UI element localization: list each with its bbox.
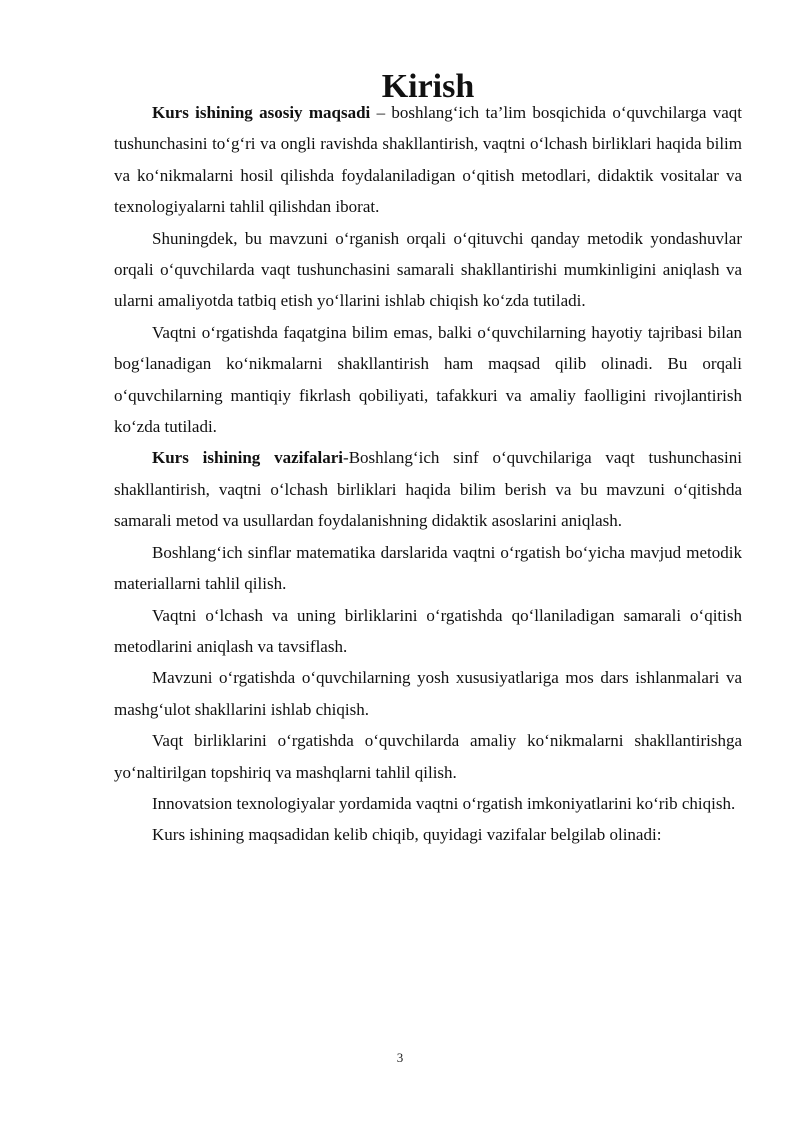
paragraph: [114, 600, 742, 663]
paragraph-text: Mavzuni o‘rgatishda o‘quvchilarning yosh xususiyatlariga mos dars ishlanmalari va mashg‘ulot shakllarini ishlab chiqish.: [114, 668, 742, 719]
paragraph: [114, 223, 742, 317]
paragraph: [114, 819, 742, 850]
section-title: Kirish: [381, 68, 475, 105]
paragraph-text: Vaqt birliklarini o‘rgatishda o‘quvchilarda amaliy ko‘nikmalarni shakllantirishga yo‘naltirilgan topshiriq va mashqlarni tahlil qilish.: [114, 731, 742, 782]
paragraph-tasks: [114, 442, 742, 536]
page-number: 3: [396, 1050, 404, 1065]
paragraph-text: Vaqtni o‘lchash va uning birliklarini o‘rgatishda qo‘llaniladigan samarali o‘qitish metodlarini aniqlash va tavsiflash.: [114, 605, 742, 656]
paragraph: [114, 788, 742, 819]
paragraph: [114, 537, 742, 600]
paragraph: [114, 662, 742, 725]
paragraph-text: -Boshlang‘ich sinf o‘quvchilariga vaqt tushunchasini shakllantirish, vaqtni o‘lchash birliklari haqida bilim berish va bu mavzuni o‘qitishda samarali metod va usullardan foydalanishning didaktik asoslarini aniqlash.: [114, 448, 742, 531]
paragraph-text: Innovatsion texnologiyalar yordamida vaqtni o‘rgatish imkoniyatlarini ko‘rib chiqish.: [152, 793, 736, 813]
document-page: [114, 68, 742, 851]
paragraph: [114, 725, 742, 788]
paragraph-text: Kurs ishining maqsadidan kelib chiqib, quyidagi vazifalar belgilab olinadi:: [152, 825, 662, 845]
paragraph-text: Shuningdek, bu mavzuni o‘rganish orqali o‘qituvchi qanday metodik yondashuvlar orqali o‘quvchilarda vaqt tushunchasini samarali shakllantirishi mumkinligini aniqlash va ularni amaliyotda tatbiq etish yo‘llarini ishlab chiqish ko‘zda tutiladi.: [114, 228, 742, 311]
paragraph: [114, 317, 742, 443]
paragraph-lead: Kurs ishining vazifalari: [152, 448, 344, 468]
paragraph-lead: Kurs ishining asosiy maqsadi: [152, 103, 371, 122]
paragraph-text: – boshlang‘ich ta’lim bosqichida o‘quvchilarga vaqt tushunchasini to‘g‘ri va ongli ravishda shakllantirish, vaqtni o‘lchash birliklari haqida bilim va ko‘nikmalarni hosil qilishda foydalaniladigan o‘qitish metodlari, didaktik vositalar va texnologiyalarni tahlil qilishdan iborat.: [114, 103, 742, 217]
paragraph-text: Vaqtni o‘rgatishda faqatgina bilim emas, balki o‘quvchilarning hayotiy tajribasi bilan bog‘lanadigan ko‘nikmalarni shakllantirish ham maqsad qilib olinadi. Bu orqali o‘quvchilarning mantiqiy fikrlash qobiliyati, tafakkuri va amaliy faolligini rivojlantirish ko‘zda tutiladi.: [114, 322, 742, 437]
paragraph-text: Boshlang‘ich sinflar matematika darslarida vaqtni o‘rgatish bo‘yicha mavjud metodik materiallarni tahlil qilish.: [114, 542, 742, 594]
paragraph-goal: [114, 97, 742, 223]
